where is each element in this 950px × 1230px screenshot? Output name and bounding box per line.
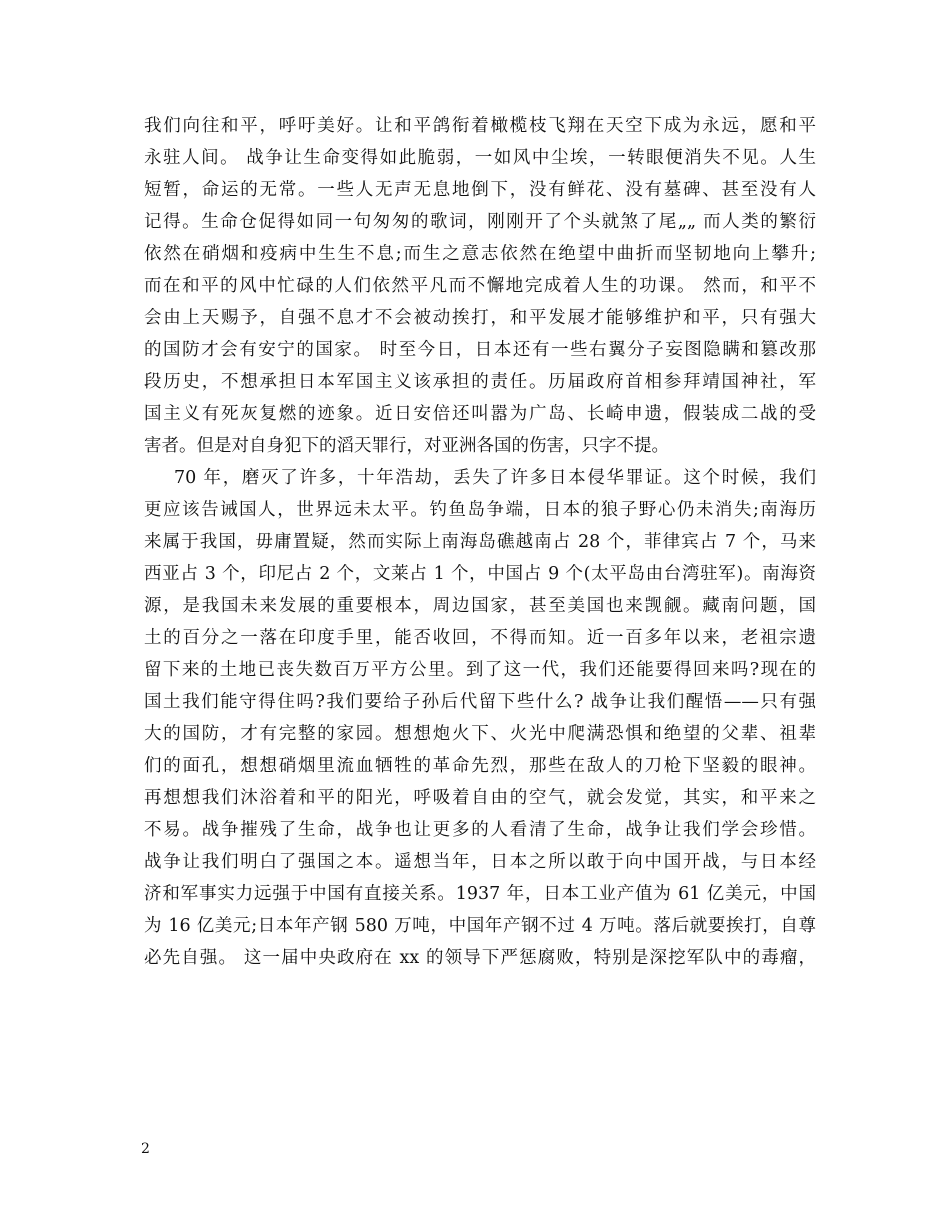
text-line: 记得。生命仓促得如同一句匆匆的歌词，刚刚开了个头就煞了尾„„ 而人类的繁衍 (144, 212, 816, 232)
text-line: 土的百分之一落在印度手里，能否收回，不得而知。近一百多年以来，老祖宗遗 (144, 628, 816, 648)
body-text (144, 110, 816, 974)
text-line: 源，是我国未来发展的重要根本，周边国家，甚至美国也来觊觎。藏南问题，国 (144, 596, 816, 616)
text-line: 国主义有死灰复燃的迹象。近日安倍还叫嚣为广岛、长崎申遗，假装成二战的受 (144, 404, 816, 424)
text-line: 来属于我国，毋庸置疑，然而实际上南海岛礁越南占 28 个，菲律宾占 7 个，马来 (144, 532, 816, 552)
text-line: 害者。但是对自身犯下的滔天罪行，对亚洲各国的伤害，只字不提。 (144, 436, 669, 456)
text-line: 更应该告诫国人，世界远未太平。钓鱼岛争端，日本的狼子野心仍未消失;南海历 (144, 500, 816, 520)
text-line: 济和军事实力远强于中国有直接关系。1937 年，日本工业产值为 61 亿美元，中国 (144, 884, 816, 904)
text-line: 为 16 亿美元;日本年产钢 580 万吨，中国年产钢不过 4 万吨。落后就要挨打，自尊 (144, 916, 816, 936)
text-line: 我们向往和平，呼吁美好。让和平鸽衔着橄榄枝飞翔在天空下成为永远，愿和平 (144, 116, 816, 136)
text-line: 留下来的土地已丧失数百万平方公里。到了这一代，我们还能要得回来吗?现在的 (144, 660, 816, 680)
text-line: 必先自强。 这一届中央政府在 xx 的领导下严惩腐败，特别是深挖军队中的毒瘤， (144, 948, 816, 968)
text-line: 不易。战争摧残了生命，战争也让更多的人看清了生命，战争让我们学会珍惜。 (144, 820, 816, 840)
text-line: 段历史，不想承担日本军国主义该承担的责任。历届政府首相参拜靖国神社，军 (144, 372, 816, 392)
text-line: 西亚占 3 个，印尼占 2 个，文莱占 1 个，中国占 9 个(太平岛由台湾驻军)。南海资 (144, 564, 816, 584)
text-line: 国土我们能守得住吗?我们要给子孙后代留下些什么? 战争让我们醒悟——只有强 (144, 692, 816, 712)
page-number: 2 (141, 1141, 150, 1157)
text-line: 会由上天赐予，自强不息才不会被动挨打，和平发展才能够维护和平，只有强大 (144, 308, 816, 328)
text-line: 依然在硝烟和疫病中生生不息;而生之意志依然在绝望中曲折而坚韧地向上攀升; (144, 244, 816, 264)
text-line: 再想想我们沐浴着和平的阳光，呼吸着自由的空气，就会发觉，其实，和平来之 (144, 788, 816, 808)
text-line: 大的国防，才有完整的家园。想想炮火下、火光中爬满恐惧和绝望的父辈、祖辈 (144, 724, 816, 744)
text-line: 短暂，命运的无常。一些人无声无息地倒下，没有鲜花、没有墓碑、甚至没有人 (144, 180, 816, 200)
text-line: 而在和平的风中忙碌的人们依然平凡而不懈地完成着人生的功课。 然而，和平不 (144, 276, 816, 296)
text-line: 的国防才会有安宁的国家。 时至今日，日本还有一些右翼分子妄图隐瞒和篡改那 (144, 340, 816, 360)
text-line: 永驻人间。 战争让生命变得如此脆弱，一如风中尘埃，一转眼便消失不见。人生 (144, 148, 816, 168)
text-line: 们的面孔，想想硝烟里流血牺牲的革命先烈，那些在敌人的刀枪下坚毅的眼神。 (144, 756, 816, 776)
text-line: 70 年，磨灭了许多，十年浩劫，丢失了许多日本侵华罪证。这个时候，我们 (174, 468, 816, 488)
text-line: 战争让我们明白了强国之本。遥想当年，日本之所以敢于向中国开战，与日本经 (144, 852, 816, 872)
